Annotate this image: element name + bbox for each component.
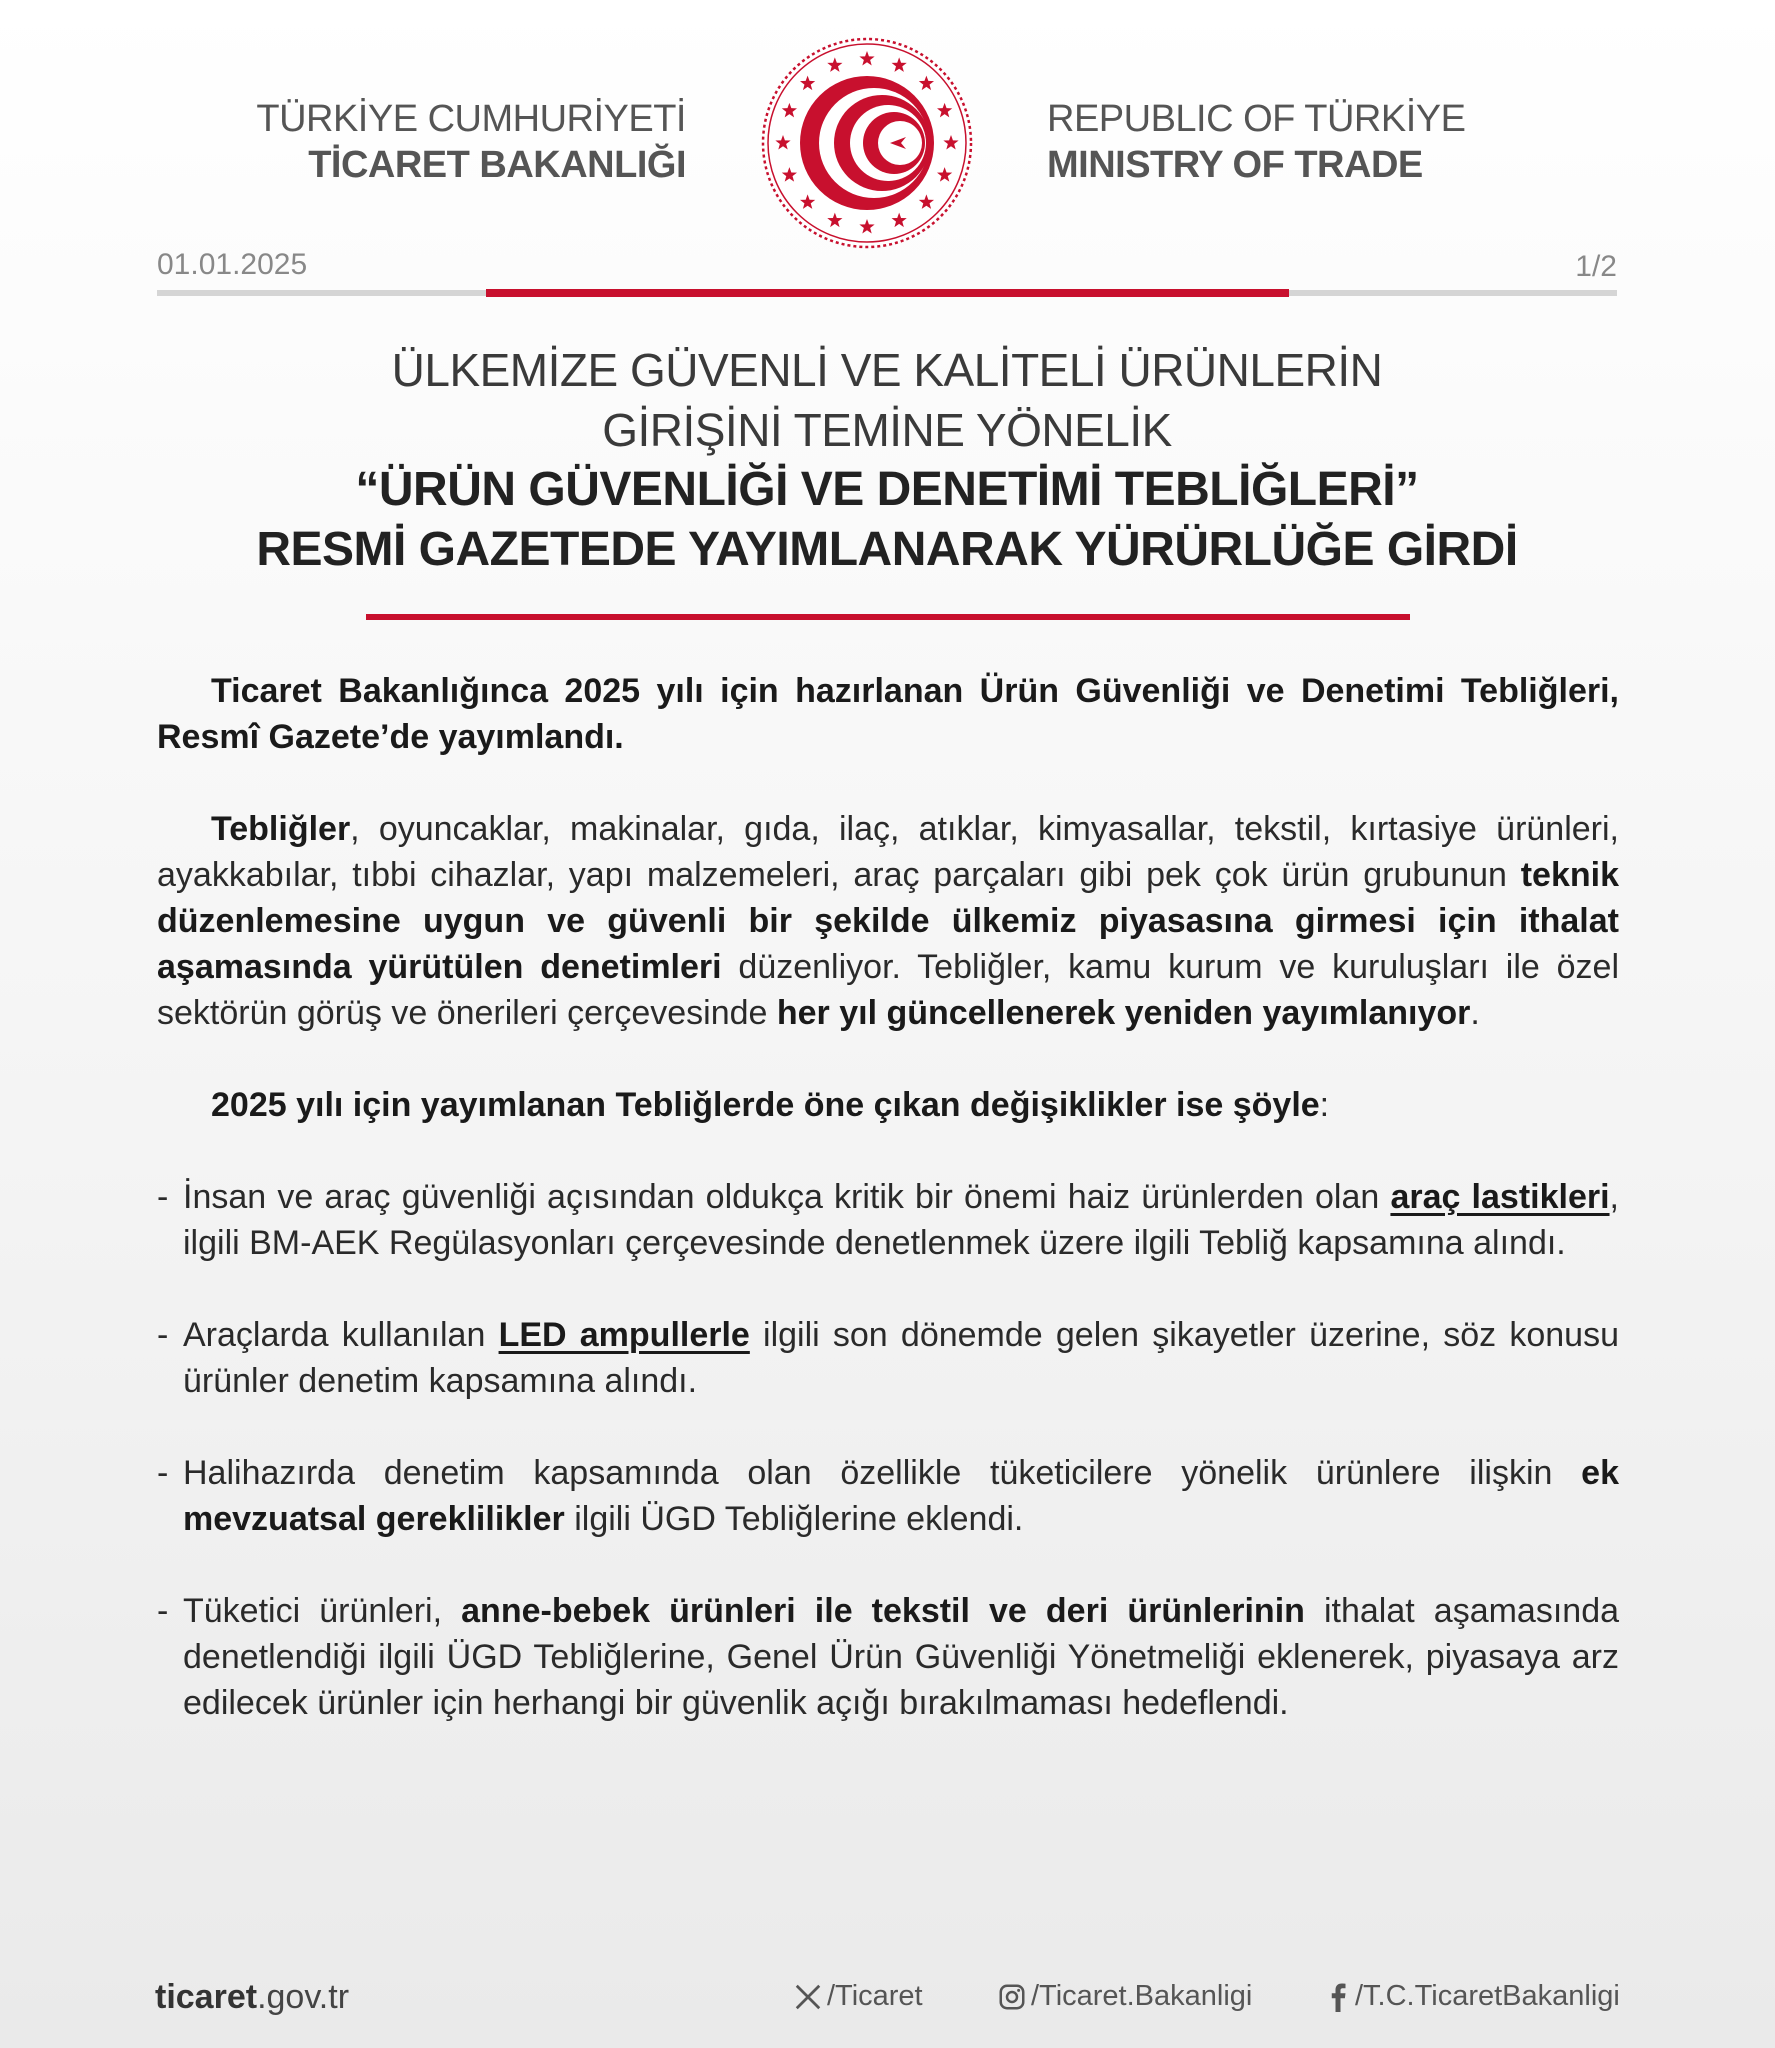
x-link[interactable] <box>793 1980 923 2013</box>
list-dash: - <box>157 1454 169 1492</box>
item3-text-2: ilgili ÜGD Tebliğlerine eklendi. <box>564 1500 1024 1538</box>
item3-text-1: Halihazırda denetim kapsamında olan özellikle tüketicilere yönelik ürünlere ilişkin <box>183 1454 1582 1492</box>
header-left-line1: TÜRKİYE CUMHURİYETİ <box>256 98 686 140</box>
instagram-handle: /Ticaret.Bakanligi <box>1031 1980 1253 2012</box>
changes-lead <box>157 1082 1619 1128</box>
instagram-link[interactable] <box>997 1980 1252 2013</box>
website-bold: ticaret <box>155 1978 258 2016</box>
intro-paragraph <box>157 668 1619 760</box>
title-line-4: RESMİ GAZETEDE YAYIMLANARAK YÜRÜRLÜĞE GİRDİ <box>256 523 1518 576</box>
item2-text-2: ilgili son dönemde gelen şikayetler üzerine, söz konusu ürünler denetim kapsamına alındı. <box>183 1316 1619 1400</box>
scope-bold-1: Tebliğler <box>211 810 351 848</box>
intro-text: Ticaret Bakanlığınca 2025 yılı için hazırlanan Ürün Güvenliği ve Denetimi Tebliğleri, Resmî Gazete’de yayımlandı. <box>157 672 1619 756</box>
header-right-line1: REPUBLIC OF TÜRKİYE <box>1047 98 1466 140</box>
item1-text-2: , ilgili BM-AEK Regülasyonları çerçevesinde denetlenmek üzere ilgili Tebliğ kapsamına alındı. <box>183 1178 1619 1262</box>
facebook-icon <box>1325 1982 1351 2012</box>
list-item <box>157 1312 1619 1404</box>
scope-bold-2: teknik düzenlemesine uygun ve güvenli bir şekilde ülkemiz piyasasına girmesi için ithalat aşamasında yürütülen denetimleri <box>157 856 1619 986</box>
scope-text-2: düzenliyor. Tebliğler, kamu kurum ve kuruluşları ile özel sektörün görüş ve önerileri çerçevesinde <box>157 948 1619 1032</box>
scope-text-1: , oyuncaklar, makinalar, gıda, ilaç, atıklar, kimyasallar, tekstil, kırtasiye ürünleri, ayakkabılar, tıbbi cihazlar, yapı malzemeleri, araç parçaları gibi pek çok ürün grubunun <box>157 810 1619 894</box>
header-left-line2: TİCARET BAKANLIĞI <box>308 144 686 186</box>
ministry-emblem-icon <box>760 36 974 250</box>
item1-underlined: araç lastikleri <box>1390 1178 1610 1216</box>
title-line-3: “ÜRÜN GÜVENLİĞİ VE DENETİMİ TEBLİĞLERİ” <box>355 463 1419 516</box>
document-date: 01.01.2025 <box>157 248 308 281</box>
scope-paragraph <box>157 806 1619 1036</box>
title-divider <box>366 614 1410 620</box>
list-item <box>157 1174 1619 1266</box>
item2-underlined: LED ampullerle <box>498 1316 750 1354</box>
website-link[interactable] <box>155 1978 349 2017</box>
item1-text-1: İnsan ve araç güvenliği açısından oldukça kritik bir önemi haiz ürünlerden olan <box>183 1178 1391 1216</box>
x-icon <box>793 1982 823 2012</box>
item3-bold: ek mevzuatsal gereklilikler <box>183 1454 1619 1538</box>
page-number: 1/2 <box>1575 250 1617 283</box>
website-rest: .gov.tr <box>257 1978 350 2016</box>
changes-lead-bold: 2025 yılı için yayımlanan Tebliğlerde öne çıkan değişiklikler ise şöyle <box>211 1086 1320 1124</box>
item2-text-1: Araçlarda kullanılan <box>183 1316 499 1354</box>
page-title <box>157 340 1617 580</box>
x-handle: /Ticaret <box>827 1980 923 2012</box>
header-right <box>1047 96 1547 188</box>
header-left <box>240 96 686 188</box>
changes-lead-colon: : <box>1319 1086 1330 1124</box>
item4-text-1: Tüketici ürünleri, <box>183 1592 462 1630</box>
facebook-link[interactable] <box>1325 1980 1620 2013</box>
list-dash: - <box>157 1178 169 1216</box>
list-dash: - <box>157 1316 169 1354</box>
instagram-icon <box>997 1982 1027 2012</box>
item4-text-2: ithalat aşamasında denetlendiği ilgili ÜGD Tebliğlerine, Genel Ürün Güvenliği Yönetmeliği eklenerek, piyasaya arz edilecek ürünler için herhangi bir güvenlik açığı bırakılmaması hedeflendi. <box>183 1592 1620 1722</box>
header-divider-accent <box>486 289 1289 297</box>
header-right-line2: MINISTRY OF TRADE <box>1047 144 1423 186</box>
title-line-2: GİRİŞİNİ TEMİNE YÖNELİK <box>602 404 1172 456</box>
footer <box>0 1966 1775 2026</box>
facebook-handle: /T.C.TicaretBakanligi <box>1355 1980 1620 2012</box>
list-item <box>157 1450 1619 1542</box>
scope-text-3: . <box>1470 994 1480 1032</box>
title-line-1: ÜLKEMİZE GÜVENLİ VE KALİTELİ ÜRÜNLERİN <box>391 344 1383 396</box>
scope-bold-3: her yıl güncellenerek yeniden yayımlanıyor <box>776 994 1471 1032</box>
list-item <box>157 1588 1619 1726</box>
list-dash: - <box>157 1592 169 1630</box>
item4-bold: anne-bebek ürünleri ile tekstil ve deri ürünlerinin <box>461 1592 1305 1630</box>
document-body <box>157 668 1619 1726</box>
